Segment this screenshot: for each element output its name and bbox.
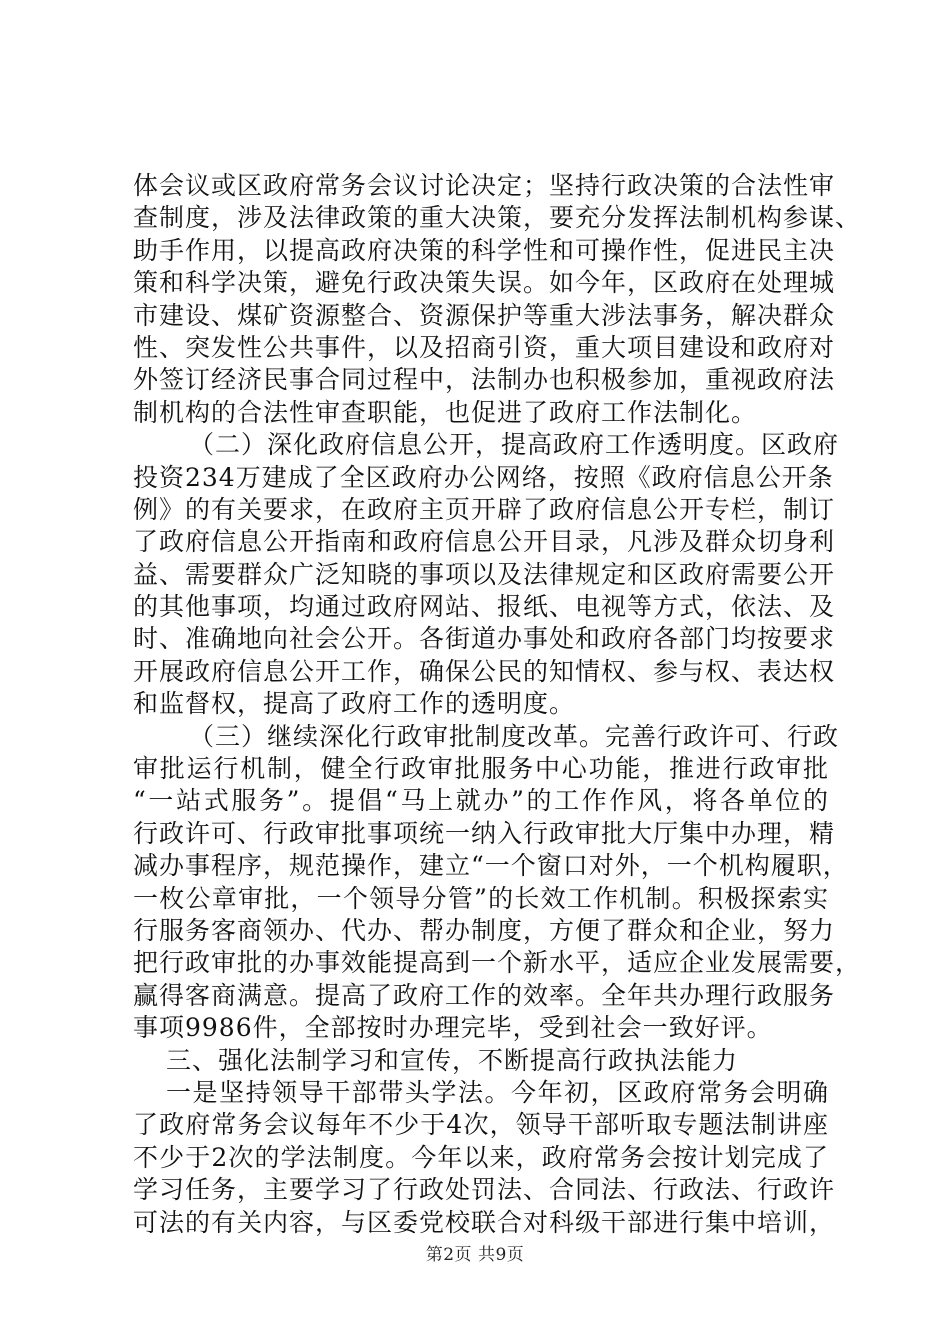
text-line: 一是坚持领导干部带头学法。今年初，区政府常务会明确 <box>166 1077 829 1107</box>
text-line: 了政府信息公开指南和政府信息公开目录，凡涉及群众切身利 <box>133 527 836 557</box>
chapter-heading: 三、强化法制学习和宣传，不断提高行政执法能力 <box>166 1045 739 1075</box>
text-line: 益、需要群众广泛知晓的事项以及法律规定和区政府需要公开 <box>133 559 836 589</box>
text-line: 把行政审批的办事效能提高到一个新水平，适应企业发展需要， <box>133 948 862 978</box>
text-line: 学习任务，主要学习了行政处罚法、合同法、行政法、行政许 <box>133 1175 836 1205</box>
text-line: 体会议或区政府常务会议讨论决定；坚持行政决策的合法性审 <box>133 171 836 200</box>
text-line: “一站式服务”。提倡“马上就办”的工作作风，将各单位的 <box>133 786 829 816</box>
section-heading-2: （二）深化政府信息公开，提高政府工作透明度。区政府 <box>189 430 840 460</box>
text-line: 制机构的合法性审查职能，也促进了政府工作法制化。 <box>133 397 758 427</box>
text-line: 助手作用，以提高政府决策的科学性和可操作性，促进民主决 <box>133 235 836 265</box>
text-line: 投资234万建成了全区政府办公网络，按照《政府信息公开条 <box>133 462 834 492</box>
text-line: 开展政府信息公开工作，确保公民的知情权、参与权、表达权 <box>133 656 836 686</box>
text-line: 行政许可、行政审批事项统一纳入行政审批大厅集中办理，精 <box>133 818 836 848</box>
document-body <box>133 170 862 1239</box>
text-line: 赢得客商满意。提高了政府工作的效率。全年共办理行政服务 <box>133 980 836 1010</box>
text-line: 查制度，涉及法律政策的重大决策，要充分发挥法制机构参谋、 <box>133 203 862 233</box>
text-line: 不少于2次的学法制度。今年以来，政府常务会按计划完成了 <box>133 1142 829 1172</box>
text-line: 策和科学决策，避免行政决策失误。如今年，区政府在处理城 <box>133 268 836 298</box>
text-line: 减办事程序，规范操作，建立“一个窗口对外，一个机构履职， <box>133 851 849 881</box>
section-heading-3: （三）继续深化行政审批制度改革。完善行政许可、行政 <box>189 721 840 751</box>
text-line: 和监督权，提高了政府工作的透明度。 <box>133 689 576 719</box>
text-line: 事项9986件，全部按时办理完毕，受到社会一致好评。 <box>133 1013 773 1043</box>
text-line: 时、准确地向社会公开。各街道办事处和政府各部门均按要求 <box>133 624 836 654</box>
text-line: 可法的有关内容，与区委党校联合对科级干部进行集中培训， <box>133 1207 836 1237</box>
text-line: 外签订经济民事合同过程中，法制办也积极参加，重视政府法 <box>133 365 836 395</box>
text-line: 行服务客商领办、代办、帮办制度，方便了群众和企业，努力 <box>133 915 836 945</box>
text-line: 性、突发性公共事件，以及招商引资，重大项目建设和政府对 <box>133 332 836 362</box>
text-line: 市建设、煤矿资源整合、资源保护等重大涉法事务，解决群众 <box>133 300 836 330</box>
text-line: 一枚公章审批，一个领导分管”的长效工作机制。积极探索实 <box>133 883 829 913</box>
text-line: 的其他事项，均通过政府网站、报纸、电视等方式，依法、及 <box>133 592 836 622</box>
text-line: 审批运行机制，健全行政审批服务中心功能，推进行政审批 <box>133 754 829 784</box>
text-line: 了政府常务会议每年不少于4次，领导干部听取专题法制讲座 <box>133 1110 829 1140</box>
text-line: 例》的有关要求，在政府主页开辟了政府信息公开专栏，制订 <box>133 494 836 524</box>
page-number-footer: 第2页 共9页 <box>425 1245 525 1265</box>
